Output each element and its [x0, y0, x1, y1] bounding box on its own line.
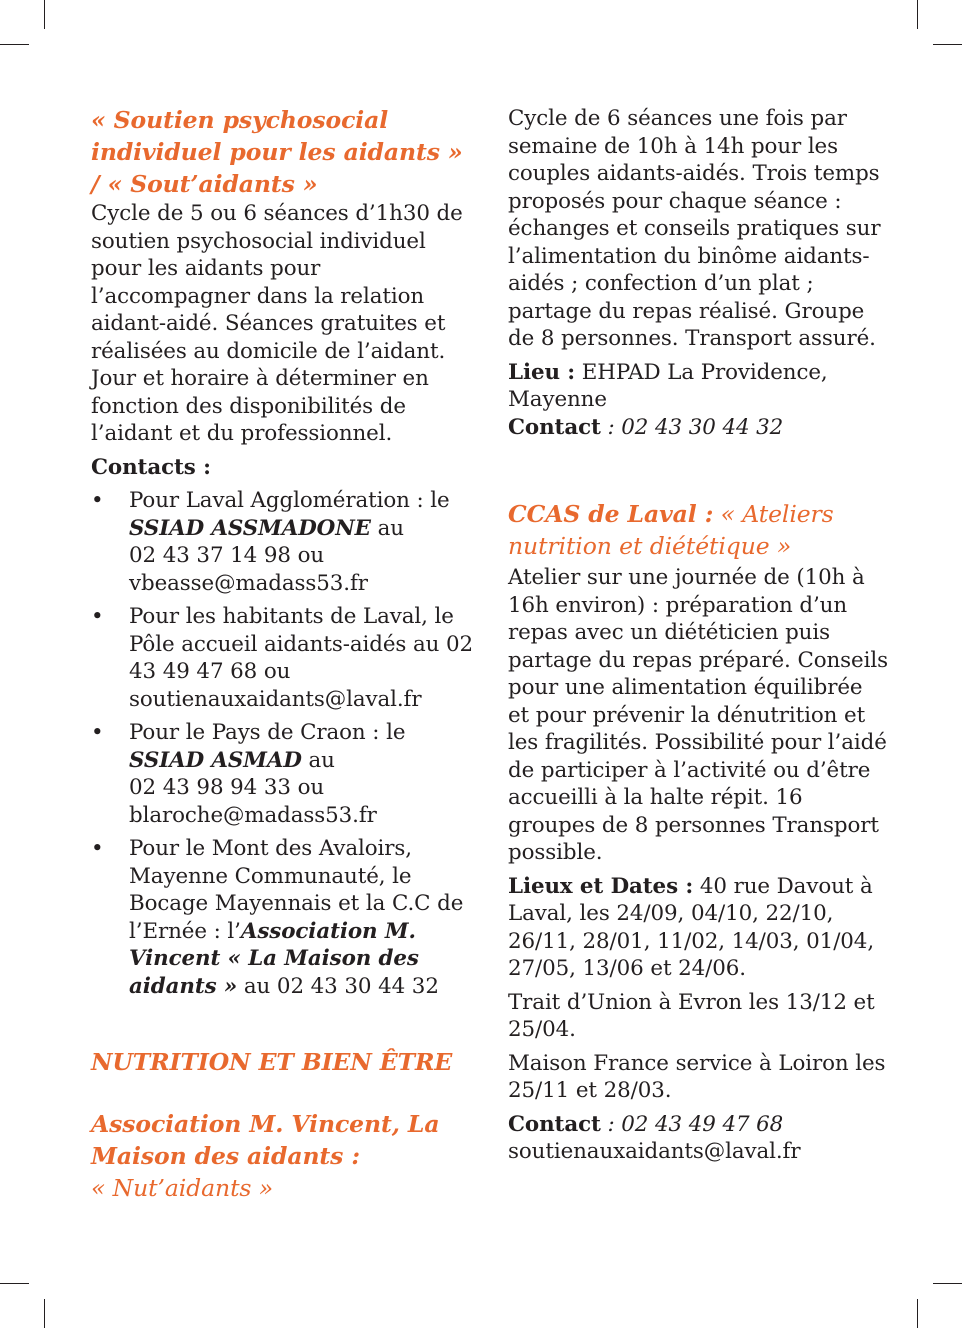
nutaidants-heading: Association M. Vincent, La Maison des aidants : « Nut’aidants »	[91, 1110, 440, 1202]
crop-mark	[0, 1283, 29, 1284]
contact-line: Contact : 02 43 49 47 68	[508, 1111, 784, 1137]
crop-mark	[917, 0, 918, 29]
crop-mark	[0, 44, 29, 45]
contact-line: Contact : 02 43 30 44 32	[508, 414, 784, 440]
email-link[interactable]: soutienauxaidants@laval.fr	[508, 1139, 801, 1164]
list-item: • Pour le Mont des Avaloirs, Mayenne Communauté, le Bocage Mayennais et la C.C de l’Ernée : l’Association M. Vincent « La Maison des aidants » au 02 43 30 44 32	[91, 836, 464, 999]
crop-mark	[933, 1283, 962, 1284]
phone-number: 02 43 37 14 98 ou	[129, 543, 325, 568]
evron-dates: Trait d’Union à Evron les 13/12 et 25/04.	[508, 989, 875, 1042]
ccas-heading: CCAS de Laval : « Ateliers nutrition et diététique »	[508, 500, 834, 560]
list-item: • Pour Laval Agglomération : le SSIAD ASSMADONE au 02 43 37 14 98 ou vbeasse@madass53.fr	[91, 487, 477, 597]
soutaidants-description: Cycle de 5 ou 6 séances d’1h30 de soutien psychosocial individuel pour les aidants pour l’accompagner dans la relation aidant-aidé. Séances gratuites et réalisées au domicile de l’aidant. Jour et horaire à déterminer en fonction des disponibilités de l’aidant et du professionnel.	[91, 201, 463, 446]
section-title: NUTRITION ET BIEN ÊTRE	[91, 1048, 453, 1076]
org-name: SSIAD ASSMADONE	[129, 515, 371, 541]
right-column	[508, 105, 888, 1166]
crop-mark	[44, 1299, 45, 1328]
bullet-icon: •	[91, 720, 104, 745]
crop-mark	[933, 44, 962, 45]
list-item: • Pour le Pays de Craon : le SSIAD ASMAD au 02 43 98 94 33 ou blaroche@madass53.fr	[91, 719, 477, 829]
org-name: SSIAD ASMAD	[129, 747, 302, 773]
left-column	[91, 100, 477, 1204]
soutaidants-heading: « Soutien psychosocial individuel pour les aidants » / « Sout’aidants »	[91, 106, 463, 198]
loiron-dates: Maison France service à Loiron les 25/11 et 28/03.	[508, 1050, 886, 1103]
email-link[interactable]: vbeasse@madass53.fr	[129, 570, 368, 596]
list-item: • Pour les habitants de Laval, le Pôle accueil aidants-aidés au 02 43 49 47 68 ou soutienauxaidants@laval.fr	[91, 604, 474, 712]
crop-mark	[917, 1299, 918, 1328]
crop-mark	[44, 0, 45, 29]
bullet-icon: •	[91, 488, 104, 513]
org-name: Association M. Vincent « La Maison des aidants »	[129, 918, 419, 999]
contacts-label: Contacts :	[91, 454, 211, 480]
email-link[interactable]: blaroche@madass53.fr	[129, 802, 377, 828]
bullet-icon: •	[91, 836, 104, 861]
bullet-icon: •	[91, 604, 104, 629]
lieu-line: Lieu : EHPAD La Providence, Mayenne	[508, 359, 828, 412]
atelier-description: Atelier sur une journée de (10h à 16h environ) : préparation d’un repas avec un diététicien puis partage du repas préparé. Conseils pour une alimentation équilibrée et pour prévenir la dénutrition et les fragilités. Possibilité pour l’aidé de participer à l’activité ou d’être accueilli à la halte répit. 16 groupes de 8 personnes Transport possible.	[508, 565, 888, 865]
phone-number: 02 43 98 94 33 ou	[129, 775, 325, 800]
lieux-dates: Lieux et Dates : 40 rue Davout à Laval, les 24/09, 04/10, 22/10, 26/11, 28/01, 11/02, 14/03, 01/04, 27/05, 13/06 et 24/06.	[508, 873, 875, 981]
nutaidants-description: Cycle de 6 séances une fois par semaine de 10h à 14h pour les couples aidants-aidés. Trois temps proposés pour chaque séance : échanges et conseils pratiques sur l’alimentation du binôme aidants-aidés ; confection d’un plat ; partage du repas réalisé. Groupe de 8 personnes. Transport assuré.	[508, 106, 881, 351]
contacts-list	[91, 487, 477, 1000]
